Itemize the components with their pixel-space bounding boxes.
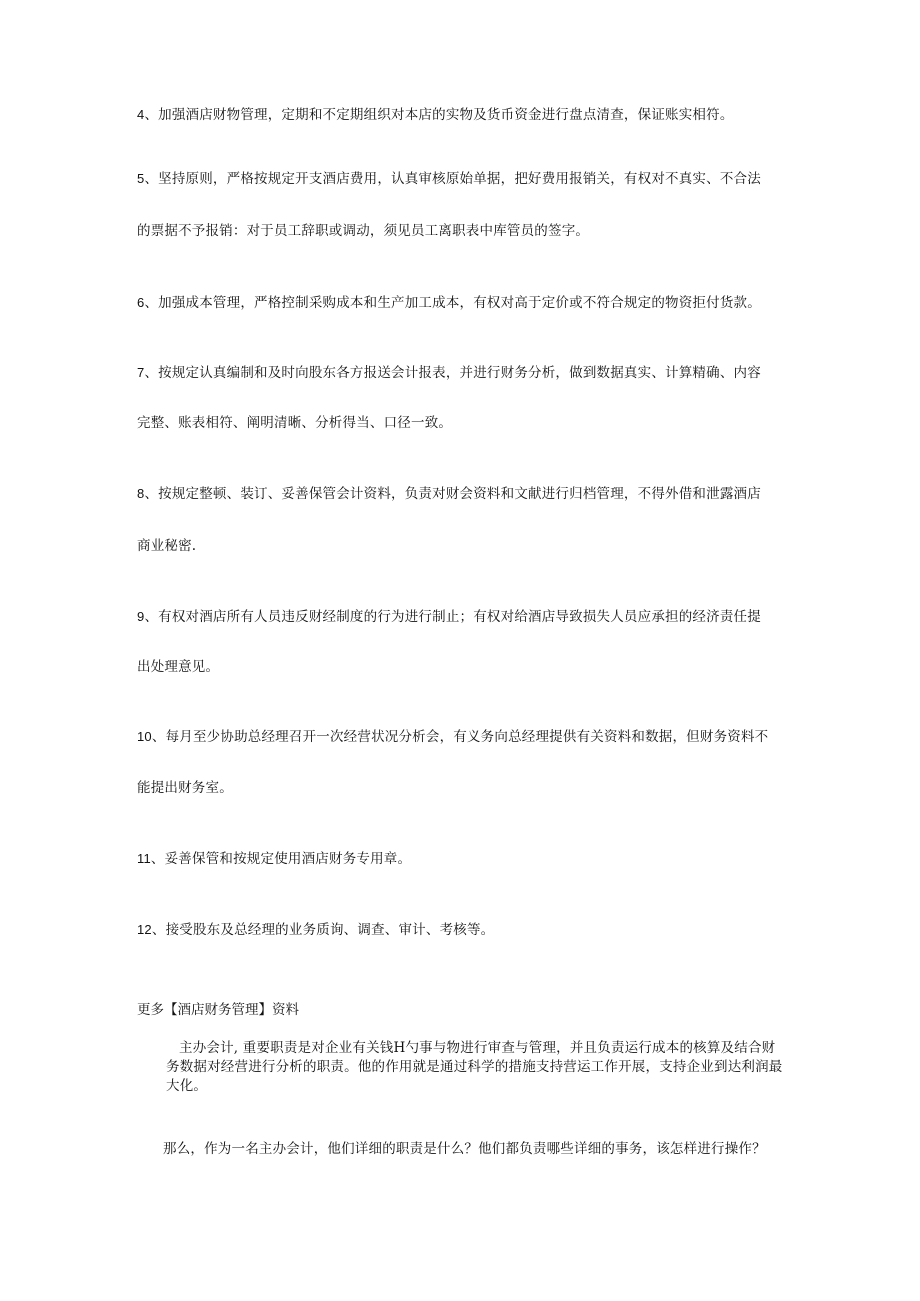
item-9-line-2: 出处理意见。 (137, 659, 220, 675)
item-9-line-1 (137, 607, 797, 627)
item-5-number: 5 (137, 171, 145, 186)
item-6-number: 6 (137, 295, 145, 310)
item-8-line-1 (137, 484, 797, 504)
item-11-number: 11 (137, 851, 151, 866)
item-10-line-2: 能提出财务室。 (137, 780, 233, 796)
item-10-line-1 (137, 727, 797, 747)
item-6-text: 、加强成本管理，严格控制采购成本和生产加工成本，有权对高于定价或不符合规定的物资拒付货款。 (144, 295, 761, 311)
item-8-number: 8 (137, 486, 145, 501)
item-6-line-1 (137, 293, 797, 313)
item-7-text: 、按规定认真编制和及时向股东各方报送会计报表，并进行财务分析，做到数据真实、计算精确、内容 (144, 365, 761, 381)
item-5-line-2: 的票据不予报销：对于员工辞职或调动，须见员工离职表中库管员的签字。 (137, 223, 590, 239)
item-8-line-2: 商业秘密. (137, 538, 197, 554)
item-11-line-1 (137, 849, 797, 869)
item-4-text: 、加强酒店财物管理，定期和不定期组织对本店的实物及货币资金进行盘点清查，保证账实相符。 (144, 107, 734, 123)
item-12-line-1 (137, 920, 797, 940)
item-10-text: 、每月至少协助总经理召开一次经营状况分析会，有义务向总经理提供有关资料和数据，但财务资料不 (151, 729, 769, 745)
item-8-text: 、按规定整顿、装订、妥善保管会计资料，负责对财会资料和文献进行归档管理，不得外借和泄露酒店 (144, 486, 761, 502)
item-9-text: 、有权对酒店所有人员违反财经制度的行为进行制止；有权对给酒店导致损失人员应承担的经济责任提 (144, 609, 761, 625)
item-4-number: 4 (137, 107, 145, 122)
item-5-text: 、坚持原则，严格按规定开支酒店费用，认真审核原始单据，把好费用报销关，有权对不真实、不合法 (144, 171, 761, 187)
item-4-line-1 (137, 105, 797, 125)
item-12-number: 12 (137, 922, 152, 937)
item-5-line-1 (137, 169, 797, 189)
question-paragraph: 那么，作为一名主办会计，他们详细的职责是什么？他们都负责哪些详细的事务，该怎样进行操作？ (163, 1141, 766, 1157)
item-11-text: 、妥善保管和按规定使用酒店财务专用章。 (150, 851, 412, 867)
more-resources-title: 更多【酒店财务管理】资料 (137, 1002, 299, 1018)
intro-paragraph: 主办会计, 重要职责是对企业有关钱H勺事与物进行审查与管理，并且负责运行成本的核算及结合财务数据对经营进行分析的职责。他的作用就是通过科学的措施支持营运工作开展，支持企业到达利润最大化。 (166, 1040, 783, 1094)
item-10-number: 10 (137, 729, 152, 744)
item-9-number: 9 (137, 609, 145, 624)
item-7-line-2: 完整、账表相符、阐明清晰、分析得当、口径一致。 (137, 415, 453, 431)
item-7-line-1 (137, 363, 797, 383)
item-7-number: 7 (137, 365, 145, 380)
item-12-text: 、接受股东及总经理的业务质询、调查、审计、考核等。 (151, 922, 495, 938)
